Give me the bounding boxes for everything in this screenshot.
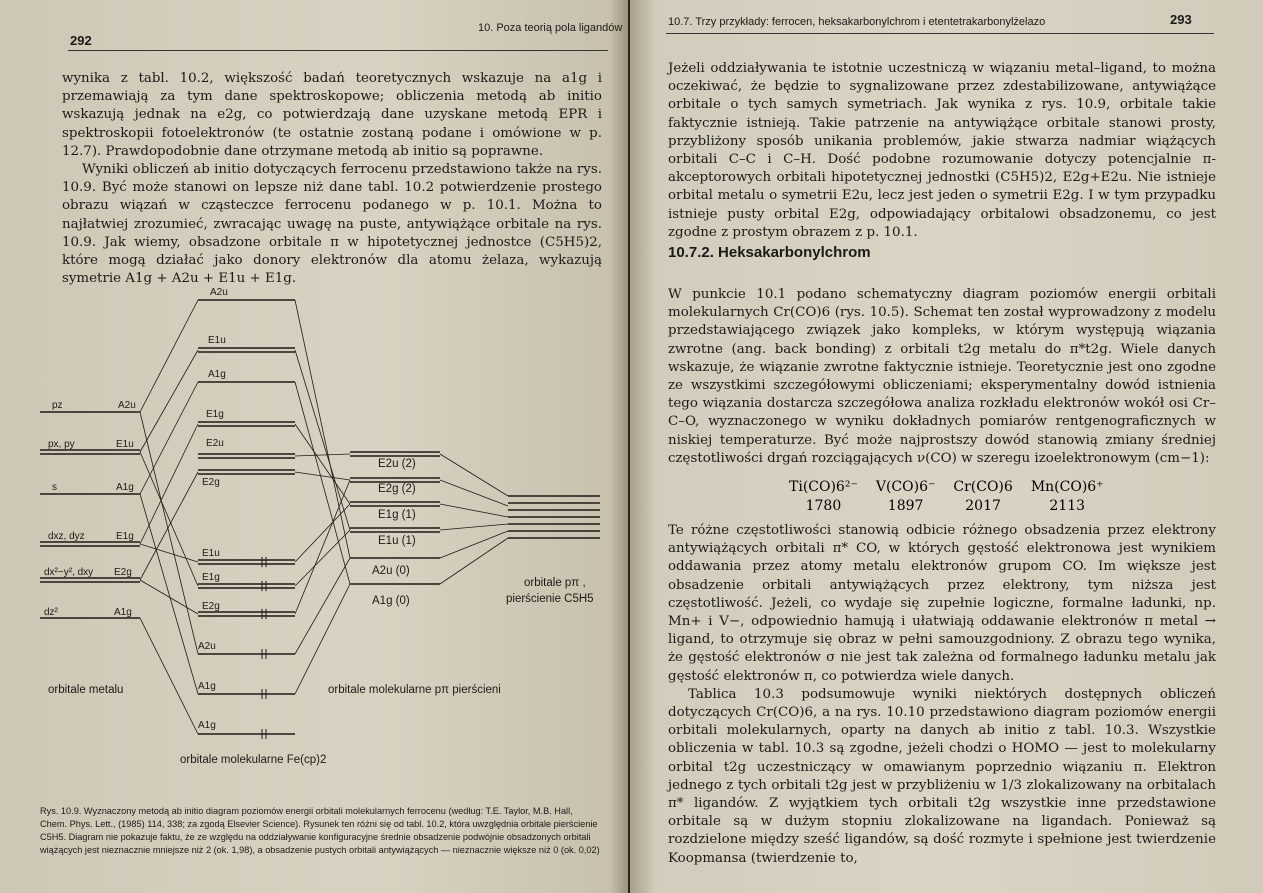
value-v: 1897: [887, 498, 924, 514]
right-page: [630, 0, 1263, 893]
metal-label-dz2: dz²: [44, 607, 58, 618]
running-head-right: 10.7. Trzy przykłady: ferrocen, heksakarbonylchrom i etentetrakarbonylżelazo: [668, 16, 1046, 28]
ligand-label-2: E2g (2): [378, 483, 416, 495]
complex-label-7: E1u: [202, 548, 220, 559]
ligand-label-4: E1u (1): [378, 535, 416, 547]
frequency-table: [780, 478, 1113, 516]
complex-label-4: E1g: [206, 409, 224, 420]
page-number-left: 292: [70, 33, 92, 48]
left-page: [0, 0, 628, 893]
complex-orbitals-title: orbitale molekularne Fe(cp)2: [180, 754, 327, 766]
complex-label-12: A1g: [198, 720, 216, 731]
left-text-block: [62, 70, 602, 288]
header-rule-left: [68, 50, 608, 51]
right-text-block-2: [668, 522, 1216, 868]
metal-sym-6: A1g: [114, 607, 132, 618]
compound-mn: Mn(CO)6⁺: [1030, 479, 1104, 495]
ligand-label-3: E1g (1): [378, 509, 416, 521]
complex-label-8: E1g: [202, 572, 220, 583]
ring-orbitals-title-2: pierścienie C5H5: [506, 593, 594, 605]
complex-label-5: E2u: [206, 438, 224, 449]
frequency-values-row: [780, 497, 1113, 516]
ring-orbitals-title-1: orbitale pπ ,: [524, 577, 586, 589]
metal-sym-3: A1g: [116, 482, 134, 493]
complex-label-3: A1g: [208, 369, 226, 380]
ligand-label-5: A2u (0): [372, 565, 410, 577]
compound-ti: Ti(CO)6²⁻: [789, 479, 858, 495]
complex-label-10: A2u: [198, 641, 216, 652]
left-paragraph-2: Wyniki obliczeń ab initio dotyczących ferrocenu przedstawiono także na rys. 10.9. Być może stanowi on lepsze niż dane tabl. 10.2 potwierdzenie prostego obrazu wiązań w cząsteczce ferrocenu podanego w p. 10.1. Można to najłatwiej zrozumieć, zwracając uwagę na puste, antywiążące orbitale na rys. 10.9. Jak wiemy, obsadzone orbitale π w hipotetycznej jednostce (C5H5)2, które mogą działać jako donory elektronów dla atomu żelaza, wykazują symetrie A1g + A2u + E1u + E1g.: [62, 162, 602, 287]
metal-sym-2: E1u: [116, 439, 134, 450]
compound-v: V(CO)6⁻: [875, 479, 936, 495]
metal-label-dxz: dxz, dyz: [48, 531, 85, 542]
page-number-right: 293: [1170, 12, 1192, 27]
value-ti: 1780: [805, 498, 842, 514]
header-rule-right: [666, 33, 1214, 34]
complex-label-11: A1g: [198, 681, 216, 692]
complex-label-6: E2g: [202, 477, 220, 488]
metal-sym-4: E1g: [116, 531, 134, 542]
right-paragraph-2: W punkcie 10.1 podano schematyczny diagram poziomów energii orbitali molekularnych Cr(CO)6 (rys. 10.5). Schemat ten został wyprowadzony z modelu przedstawiającego związek jako kompleks, w którym występują wiązania zwrotne (ang. back bonding) z orbitali t2g metalu do π*t2g. Wiele danych wskazuje, że wiązanie zwrotne faktycznie istnieje. Teoretycznie jest ono zgodne ze wszystkimi szczegółowymi obliczeniami; eksperymentalny dowód istnienia tego wiązania dostarcza szczegółowa analiza rozkładu elektronów wokół osi Cr–C–O, wyznaczonego w wyniku dokładnych pomiarów rentgenograficznych w niskiej temperaturze. Być może najprostszy dowód stanowią zmiany średniej częstotliwości drgań rozciągających ν(CO) w szeregu izoelektronowym (cm−1):: [668, 287, 1216, 466]
ligand-label-1: E2u (2): [378, 458, 416, 470]
section-heading: 10.7.2. Heksakarbonylchrom: [668, 244, 871, 261]
frequency-compounds-row: [780, 478, 1113, 497]
metal-label-pxpy: px, py: [48, 439, 75, 450]
value-mn: 2113: [1049, 498, 1086, 514]
right-paragraph-4: Tablica 10.3 podsumowuje wyniki niektórych dostępnych obliczeń dotyczących Cr(CO)6, a na rys. 10.10 przedstawiono diagram poziomów energii orbitali molekularnych, oparty na danych ab initio z tabl. 10.3. Wszystkie obliczenia w tabl. 10.3 są zgodne, jeżeli chodzi o HOMO — jest to molekularny orbital t2g uczestniczący w omawianym poprzednio wiązaniu π. Elektron jednego z tych orbitali t2g jest w przybliżeniu w 1/3 zlokalizowany na orbitalach π* ligandów. Z wyjątkiem tych orbitali t2g wszystkie inne przedstawione orbitale są w dużym stopniu zlokalizowane na ligandach. Ponieważ są rozdzielone między sześć ligandów, są dość rozmyte i spełnione jest twierdzenie Koopmansa (twierdzenie to,: [668, 686, 1216, 866]
compound-cr: Cr(CO)6: [953, 479, 1013, 495]
value-cr: 2017: [965, 498, 1001, 514]
metal-sym-1: A2u: [118, 400, 136, 411]
mo-energy-diagram: [30, 282, 610, 782]
figure-caption: Rys. 10.9. Wyznaczony metodą ab initio diagram poziomów energii orbitali molekularnych ferrocenu (według: T.E. Taylor, M.B. Hall, Chem. Phys. Lett., (1985) 114, 338; za zgodą Elsevier Science). Rysunek ten różni się od tabl. 10.2, która uwzględnia orbitale pierścienie C5H5. Diagram nie pokazuje faktu, że ze względu na oddziaływanie konfiguracyjne średnie obsadzenie podwójnie obsadzonych orbitali wiążących jest nieznacznie mniejsze niż 2 (ok. 1,98), a obsadzenie pustych orbitali antywiążących — nieznacznie większe niż 0 (ok. 0,02): [40, 806, 600, 855]
left-paragraph-1: wynika z tabl. 10.2, większość badań teoretycznych wskazuje na a1g i przemawiają za tym dane spektroskopowe; obliczenia metodą ab initio wskazują jednak na e2g, co potwierdzają dane uzyskane metodą EPR i spektroskopii fotoelektronów (te ostatnie zostaną podane i omówione w p. 12.7). Prawdopodobnie dane otrzymane metodą ab initio są poprawne.: [62, 71, 602, 159]
ligand-label-6: A1g (0): [372, 595, 410, 607]
running-head-left: 10. Poza teorią pola ligandów: [478, 22, 623, 34]
right-paragraph-3: Te różne częstotliwości stanowią odbicie różnego obsadzenia przez elektrony antywiążących orbitali π* CO, w których gęstość elektronowa jest wynikiem oddawania przez atomy metalu elektronów grupom CO. Im większe jest obsadzenie orbitali antywiążących przez elektrony, tym niższa jest częstotliwość. Jeżeli, co wydaje się zupełnie logiczne, formalne ładunki, np. Mn+ i V−, odpowiednio hamują i ułatwiają oddawanie elektronów π metal → ligand, to otrzymuje się obraz w pełni samouzgodniony. Z obrazu tego wynika, że gęstość elektronów σ nie jest tak zależna od formalnego ładunku metalu jak gęstość elektronów π, co potwierdza wiele danych.: [668, 523, 1216, 684]
complex-label-1: A2u: [210, 287, 228, 298]
metal-label-pz: pz: [52, 400, 63, 411]
metal-sym-5: E2g: [114, 567, 132, 578]
metal-orbitals-title: orbitale metalu: [48, 684, 124, 696]
metal-label-s: s: [52, 482, 57, 493]
right-paragraph-1: Jeżeli oddziaływania te istotnie uczestniczą w wiązaniu metal–ligand, to można oczekiwać, że będzie to sygnalizowane przez zdestabilizowane, antywiążące orbitale o tych samych symetriach. Jak wynika z rys. 10.9, orbitale takie faktycznie istnieją. Takie patrzenie na antywiążące orbitale stanowi prosty, przybliżony sposób unikania problemów, jakie stwarza nadmiar wiążących orbitali C–C i C–H. Dość podobne rozumowanie dotyczy potencjalnie π-akceptorowych orbitali hipotetycznej jednostki (C5H5)2, E2g+E2u. Nie istnieje orbital metalu o symetrii E2u, lecz jest jeden o symetrii E2g. I w tym przypadku istnieje pusty orbital E2g, odpowiadający orbitalowi obsadzonemu, co jest zgodne z prostym obrazem z p. 10.1.: [668, 61, 1216, 240]
metal-label-dxy: dx²−y², dxy: [44, 567, 94, 578]
complex-label-9: E2g: [202, 601, 220, 612]
ligand-mo-title: orbitale molekularne pπ pierścieni: [328, 684, 501, 696]
complex-label-2: E1u: [208, 335, 226, 346]
